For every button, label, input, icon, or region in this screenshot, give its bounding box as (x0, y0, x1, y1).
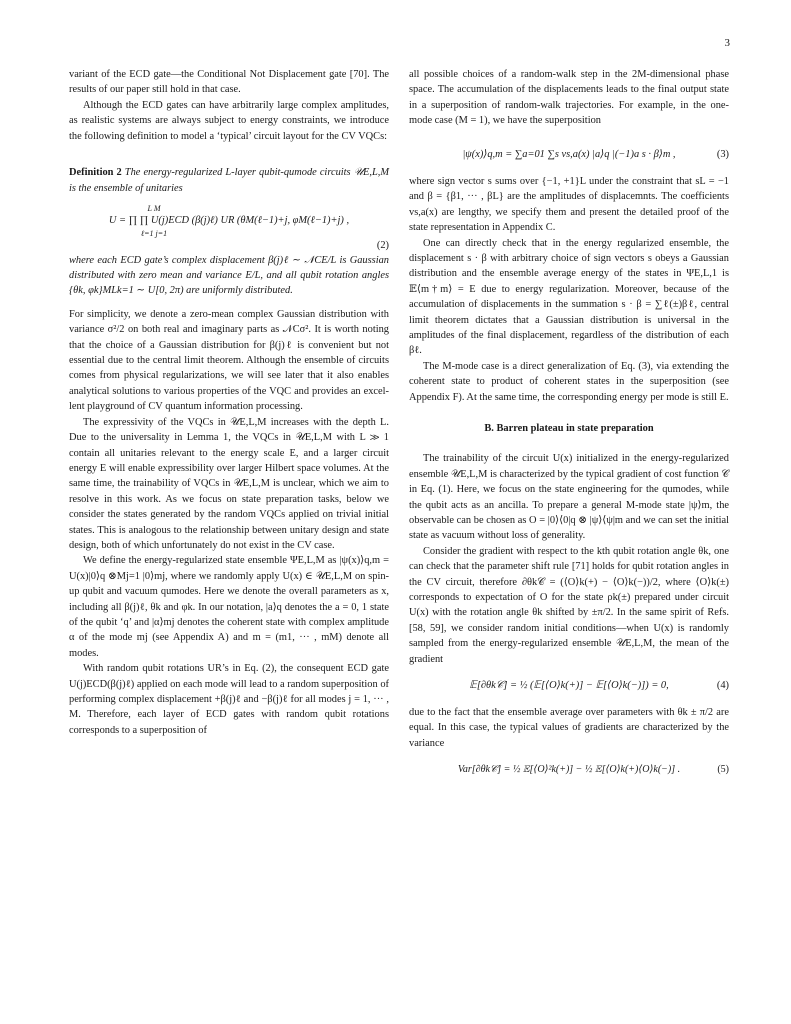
equation-2 (69, 213, 389, 228)
equation-number: (3) (716, 149, 729, 161)
paragraph: One can directly check that in the energy regularized ensemble, the displacement s · β with arbitrary choice of sign vectors s obeys a Gaussian distribution and the ensemble average energy of the states in ΨE,L,1 is 𝔼⟨m†m⟩ = E due to energy regularization. Moreover, because of the accumulation of displacements in the summation s · β = ∑ℓ(±)βℓ, central limit theorem dictates that a Gaussian distribution is universal in the amplitudes of the final displacement, regardless of the distribution of each βℓ. (409, 237, 729, 357)
section-heading: B. Barren plateau in state preparation (484, 422, 654, 434)
paragraph: Consider the gradient with respect to the kth qubit rotation angle θk, one can check that the parameter shift rule [71] holds for qubit rotation angles in the CV circuit, therefore ∂θk𝒞 = (⟨O⟩k(+) − ⟨O⟩k(−))/2, where ⟨O⟩k(±) corresponds to expectation of O for the state ρk(±) prepared under circuit U(x) with the rotation angle θk shifted by ±π/2. In the same spirit of Refs. [58, 59], we consider random initial conditions—when U(x) is randomly sampled from the energy-regularized ensemble 𝒰E,L,M, the mean of the gradient (409, 545, 729, 665)
paragraph: all possible choices of a random-walk step in the 2M-dimensional phase space. The accumulation of the displacements leads to the final output state in a superposition of random-walk trajectories. For example, in the one-mode case (M = 1), we have the superposition (409, 69, 729, 127)
paragraph: variant of the ECD gate—the Conditional Not Displacement gate [70]. The results of our paper still hold in that case. (69, 69, 389, 96)
right-column (409, 67, 729, 781)
definition-continuation: where each ECD gate’s complex displacement β(j)ℓ ∼ 𝒩CE/L is Gaussian distributed with zero mean and variance E/L, and all qubit rotation angles {θk, φk}MLk=1 ∼ U[0, 2π) are uniformly distributed. (69, 254, 389, 297)
equation-2-number-row (69, 238, 389, 253)
equation-4-body: 𝔼[∂θk𝒞] = ½ (𝔼[⟨O⟩k(+)] − 𝔼[⟨O⟩k(−)]) = 0, (469, 679, 669, 691)
equation-2-body: U = ∏ ∏ U(j)ECD (β(j)ℓ) UR (θM(ℓ−1)+j, φM(ℓ−1)+j) , (108, 215, 350, 227)
definition-heading: Definition 2 (69, 167, 122, 179)
left-column (69, 67, 389, 738)
paragraph: Although the ECD gates can have arbitrarily large complex amplitudes, as realistic systems are always subject to energy constraints, we introduce the following definition to model a ‘typical’ circuit layout for the CV VQCs: (69, 99, 389, 142)
equation-4 (409, 675, 729, 697)
equation-number: (2) (376, 239, 389, 251)
equation-5-body: Var[∂θk𝒞] = ½ 𝔼[⟨O⟩²k(+)] − ½ 𝔼[⟨O⟩k(+)⟨O⟩k(−)] . (457, 764, 681, 776)
paragraph: For simplicity, we denote a zero-mean complex Gaussian distribution with variance σ²/2 on both real and imaginary parts as 𝒩Cσ². It is worth noting that the choice of a Gaussian distribution for β(j)ℓ is convenient but not essential due to the central limit theorem. Although the ensemble of circuits comes from physical regularizations, we will see later that it also enables analytical solutions to various properties of the VQC and provides an excellent playground of CV quantum information processing. (69, 308, 389, 413)
paragraph: The trainability of the circuit U(x) initialized in the energy-regularized ensemble 𝒰E,L,M is characterized by the typical gradient of cost function 𝒞 in Eq. (1). Here, we focus on the state engineering for the qumodes, while the qubit acts as an ancilla. To prepare a general M-mode state |ψ⟩m, the observable can be chosen as O = |0⟩⟨0|q ⊗ |ψ⟩⟨ψ|m and we can set the initial state as vacuum without loss of generality. (409, 453, 729, 542)
paragraph: The M-mode case is a direct generalization of Eq. (3), via extending the coherent state to product of coherent states in the superposition (see Appendix F). At the same time, the corresponding energy per mode is still E. (409, 360, 729, 403)
paragraph: due to the fact that the ensemble average over parameters with θk ± π/2 are equal. In this case, the typical values of gradients are characterized by the variance (409, 706, 729, 749)
equation-2-limits-top: L M (147, 204, 161, 214)
paragraph: where sign vector s sums over {−1, +1}L under the constraint that sL = −1 and β = {β1, ··· , βL} are the amplitudes of displacemnts. The coefficients vs,a(x) are lengthy, we specify them and present the detailed proof of the state representation in Appendix C. (409, 176, 729, 234)
equation-2-limits-bottom: ℓ=1 j=1 (140, 228, 168, 238)
paragraph: The expressivity of the VQCs in 𝒰E,L,M increases with the depth L. Due to the universality in Lemma 1, the VQCs in 𝒰E,L,M with L ≫ 1 contain all unitaries relevant to the energy scale E, and a larger circuit energy E will enable expressibility over larger Hilbert space volumes. At the same time, the trainability of VQCs in 𝒰E,L,M is unclear, which we aim to resolve in this work. As we focus on state preparation tasks, below we consider the states generated by the random VQCs applied on trivial initial states. This is analogous to the relationship between unitary design and state design, both of which unfortunately do not exist in the CV case. (69, 416, 389, 551)
equation-3-body: |ψ(x)⟩q,m = ∑a=01 ∑s vs,a(x) |a⟩q |(−1)a s · β⟩m , (462, 149, 676, 161)
definition-2 (69, 165, 389, 196)
paragraph: With random qubit rotations UR’s in Eq. (2), the consequent ECD gate U(j)ECD(β(j)ℓ) applied on each mode will lead to a random superposition of performing complex displacement +β(j)ℓ and −β(j)ℓ for all modes j = 1, ··· , M. Therefore, each layer of ECD gates with random qubit rotations corresponds to a superposition of (69, 663, 389, 736)
definition-text: The energy-regularized L-layer qubit-qumode circuits 𝒰E,L,M is the ensemble of unitaries (69, 167, 389, 194)
page-number: 3 (724, 37, 730, 49)
equation-3 (409, 144, 729, 166)
equation-number: (4) (716, 679, 729, 691)
equation-5 (409, 759, 729, 781)
equation-number: (5) (717, 764, 729, 776)
paragraph: We define the energy-regularized state ensemble ΨE,L,M as |ψ(x)⟩q,m = U(x)|0⟩q ⊗Mj=1 |0⟩mj, where we randomly apply U(x) ∈ 𝒰E,L,M on spin-up qubit and vacuum qumodes. Here we denote the overall parameters as x, including all β(j)ℓ, θk and φk. In our notation, |a⟩q denotes the a = 0, 1 state of the qubit ‘q’ and |α⟩mj denotes the coherent state with complex amplitude α of the mode mj (see Appendix A) and m = (m1, ··· , mM) denote all modes. (69, 555, 389, 659)
